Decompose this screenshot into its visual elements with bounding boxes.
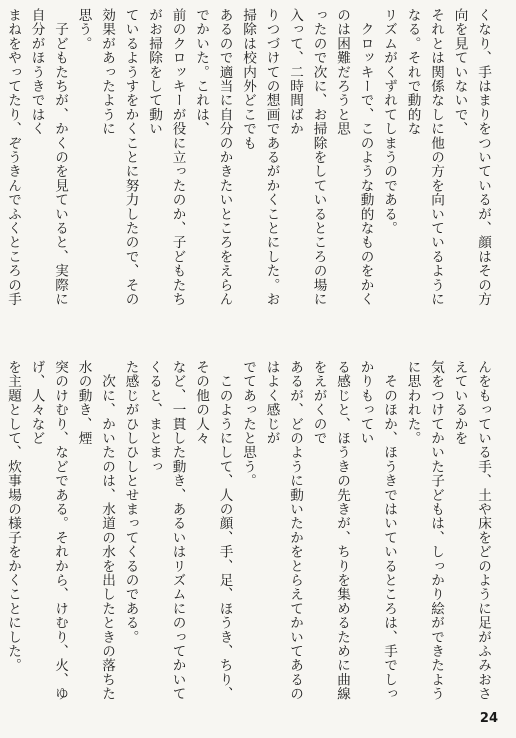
page-number: 24 (479, 711, 498, 726)
upper-text-block: くなり、手はまりをついているが、顔はその方向を見ていないで、 それとは関係なしに他の方を向いているようになる。それで動的な リズムがくずれてしまうのである。 クロッキーで、このような動的なものをかくのは困難だろうと思 ったので次に、お掃除をしているところの場に入って、二時間ばか りつづけての想画であるがかくことにした。お掃除は校内外どこでも あるので適当に自分のかきたいところをえらんでかいた。これは、 前のクロッキーが役に立ったのか、子どもたちがお掃除をして動い ているようすをかくことに努力したので、その効果があったように 思う。 子どもたちが、かくのを見ていると、実際に自分がほうきではく まねをやってたり、ぞうきんでふくところの手 (5, 8, 491, 307)
lower-text-block: んをもっている手、土や床をどのように足がふみおさえているかを 気をつけてかいた子どもは、しっかり絵ができたように思われた。 そのほか、ほうきではいているところは、手でしっかりもってい る感じと、ほうきの先きが、ちりを集めるために曲線をえがくので あるが、どのように動いたかをとらえてかいてあるのはよく感じが でてあったと思う。 このようにして、人の顔、手、足、ほうき、ちり、その他の人々 など、一貫した動き、あるいはリズムにのってかいてくると、まとまっ た感じがひしひしとせまってくるのである。 次に、かいたのは、水道の水を出したときの落ちた水の動き、煙 突のけむり、などである。それから、けむり、火、ゆげ、人々など を主題として、炊事場の様子をかくことにした。 (5, 360, 491, 701)
